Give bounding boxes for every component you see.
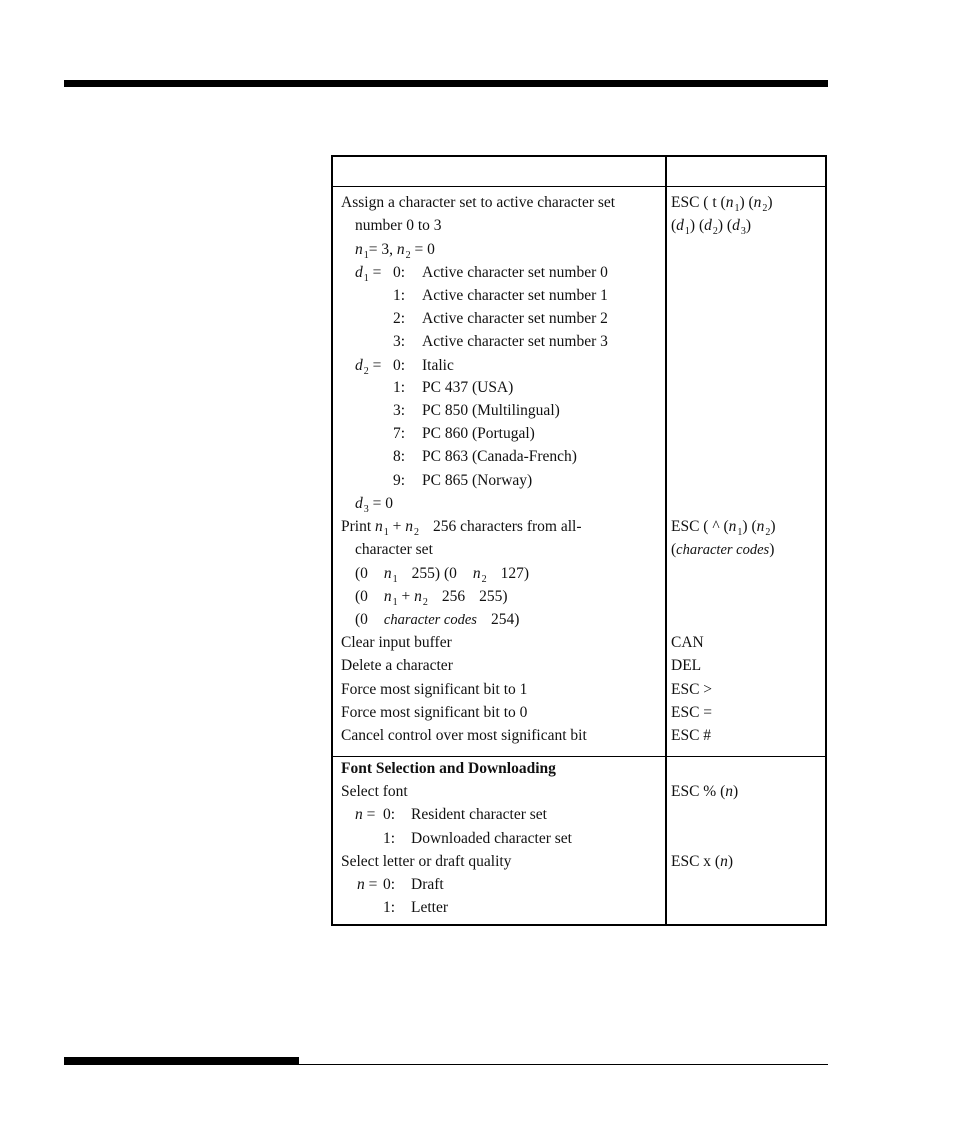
delete-char-desc: Delete a character [341, 657, 453, 674]
msb-0-cmd: ESC = [671, 704, 713, 721]
command-table [331, 155, 827, 926]
d2-code-5: 9: [393, 472, 406, 489]
select-quality-desc: Select letter or draft quality [341, 853, 512, 870]
n-params: $n_1= 3$, $n_2 = 0$ [355, 241, 435, 261]
d2-code-4: 8: [393, 448, 406, 465]
select-font-code-0: 0: [383, 806, 396, 823]
clear-buffer-cmd: CAN [671, 634, 704, 651]
print-cmd-line1: ESC ( ^ $(n_1)$ $(n_2)$ [671, 518, 776, 538]
d2-code-2: 3: [393, 402, 406, 419]
select-quality-label-1: Letter [411, 899, 449, 916]
d1-code-2: 2: [393, 310, 406, 327]
select-font-code-1: 1: [383, 830, 396, 847]
d2-code-1: 1: [393, 379, 406, 396]
msb-cancel-desc: Cancel control over most significant bit [341, 727, 587, 744]
d1-label-1: Active character set number 1 [422, 287, 608, 304]
d1-code-0: 0: [393, 264, 406, 281]
d2-code-0: 0: [393, 357, 406, 374]
print-desc-line1: Print $n_1 + n_2$ 256 characters from all- [341, 518, 582, 538]
select-quality-cmd: ESC x (n) [671, 853, 734, 870]
select-quality-label-0: Draft [411, 876, 444, 893]
d2-code-3: 7: [393, 425, 406, 442]
clear-buffer-desc: Clear input buffer [341, 634, 452, 651]
select-quality-code-1: 1: [383, 899, 396, 916]
select-font-label-0: Resident character set [411, 806, 547, 823]
footer-thin-rule [64, 1064, 828, 1065]
header-separator [333, 186, 825, 187]
d2-label-5: PC 865 (Norway) [422, 472, 533, 489]
msb-1-desc: Force most significant bit to 1 [341, 681, 528, 698]
d1-label-3: Active character set number 3 [422, 333, 608, 350]
msb-1-cmd: ESC > [671, 681, 713, 698]
msb-cancel-cmd: ESC # [671, 727, 712, 744]
select-font-desc: Select font [341, 783, 408, 800]
print-range-2: (0 $n_1 + n_2$ 256 255) [355, 588, 508, 608]
section-heading-font: Font Selection and Downloading [341, 760, 556, 777]
select-quality-n-label: n = [357, 876, 378, 893]
footer-thick-rule [64, 1057, 299, 1064]
d2-label-1: PC 437 (USA) [422, 379, 514, 396]
d2-label: $d_2$ = [355, 357, 382, 377]
select-font-label-1: Downloaded character set [411, 830, 572, 847]
assign-cmd-line2: $(d_1)$ $(d_2)$ $(d_3)$ [671, 217, 751, 237]
top-rule [64, 80, 828, 87]
assign-cmd-line1: ESC ( t $(n_1)$ $(n_2)$ [671, 194, 773, 214]
d1-label-2: Active character set number 2 [422, 310, 608, 327]
d1-label-0: Active character set number 0 [422, 264, 608, 281]
delete-char-cmd: DEL [671, 657, 702, 674]
d3-label: $d_3 = 0$ [355, 495, 393, 515]
d1-code-3: 3: [393, 333, 406, 350]
d2-label-0: Italic [422, 357, 454, 374]
print-cmd-line2: (character codes) [671, 541, 775, 558]
print-range-1: (0 $n_1$ 255) (0 $n_2$ 127) [355, 565, 530, 585]
d1-label: $d_1$ = [355, 264, 382, 284]
print-desc-line2: character set [355, 541, 433, 558]
select-font-cmd: ESC % (n) [671, 783, 739, 800]
assign-desc-line1: Assign a character set to active character set [341, 194, 616, 211]
column-divider [665, 157, 667, 924]
section-separator [333, 756, 825, 757]
select-font-n-label: n = [355, 806, 376, 823]
d1-code-1: 1: [393, 287, 406, 304]
assign-desc-line2: number 0 to 3 [355, 217, 442, 234]
d2-label-2: PC 850 (Multilingual) [422, 402, 560, 419]
msb-0-desc: Force most significant bit to 0 [341, 704, 528, 721]
d2-label-3: PC 860 (Portugal) [422, 425, 535, 442]
select-quality-code-0: 0: [383, 876, 396, 893]
print-range-3: (0 character codes 254) [355, 611, 520, 628]
d2-label-4: PC 863 (Canada-French) [422, 448, 577, 465]
